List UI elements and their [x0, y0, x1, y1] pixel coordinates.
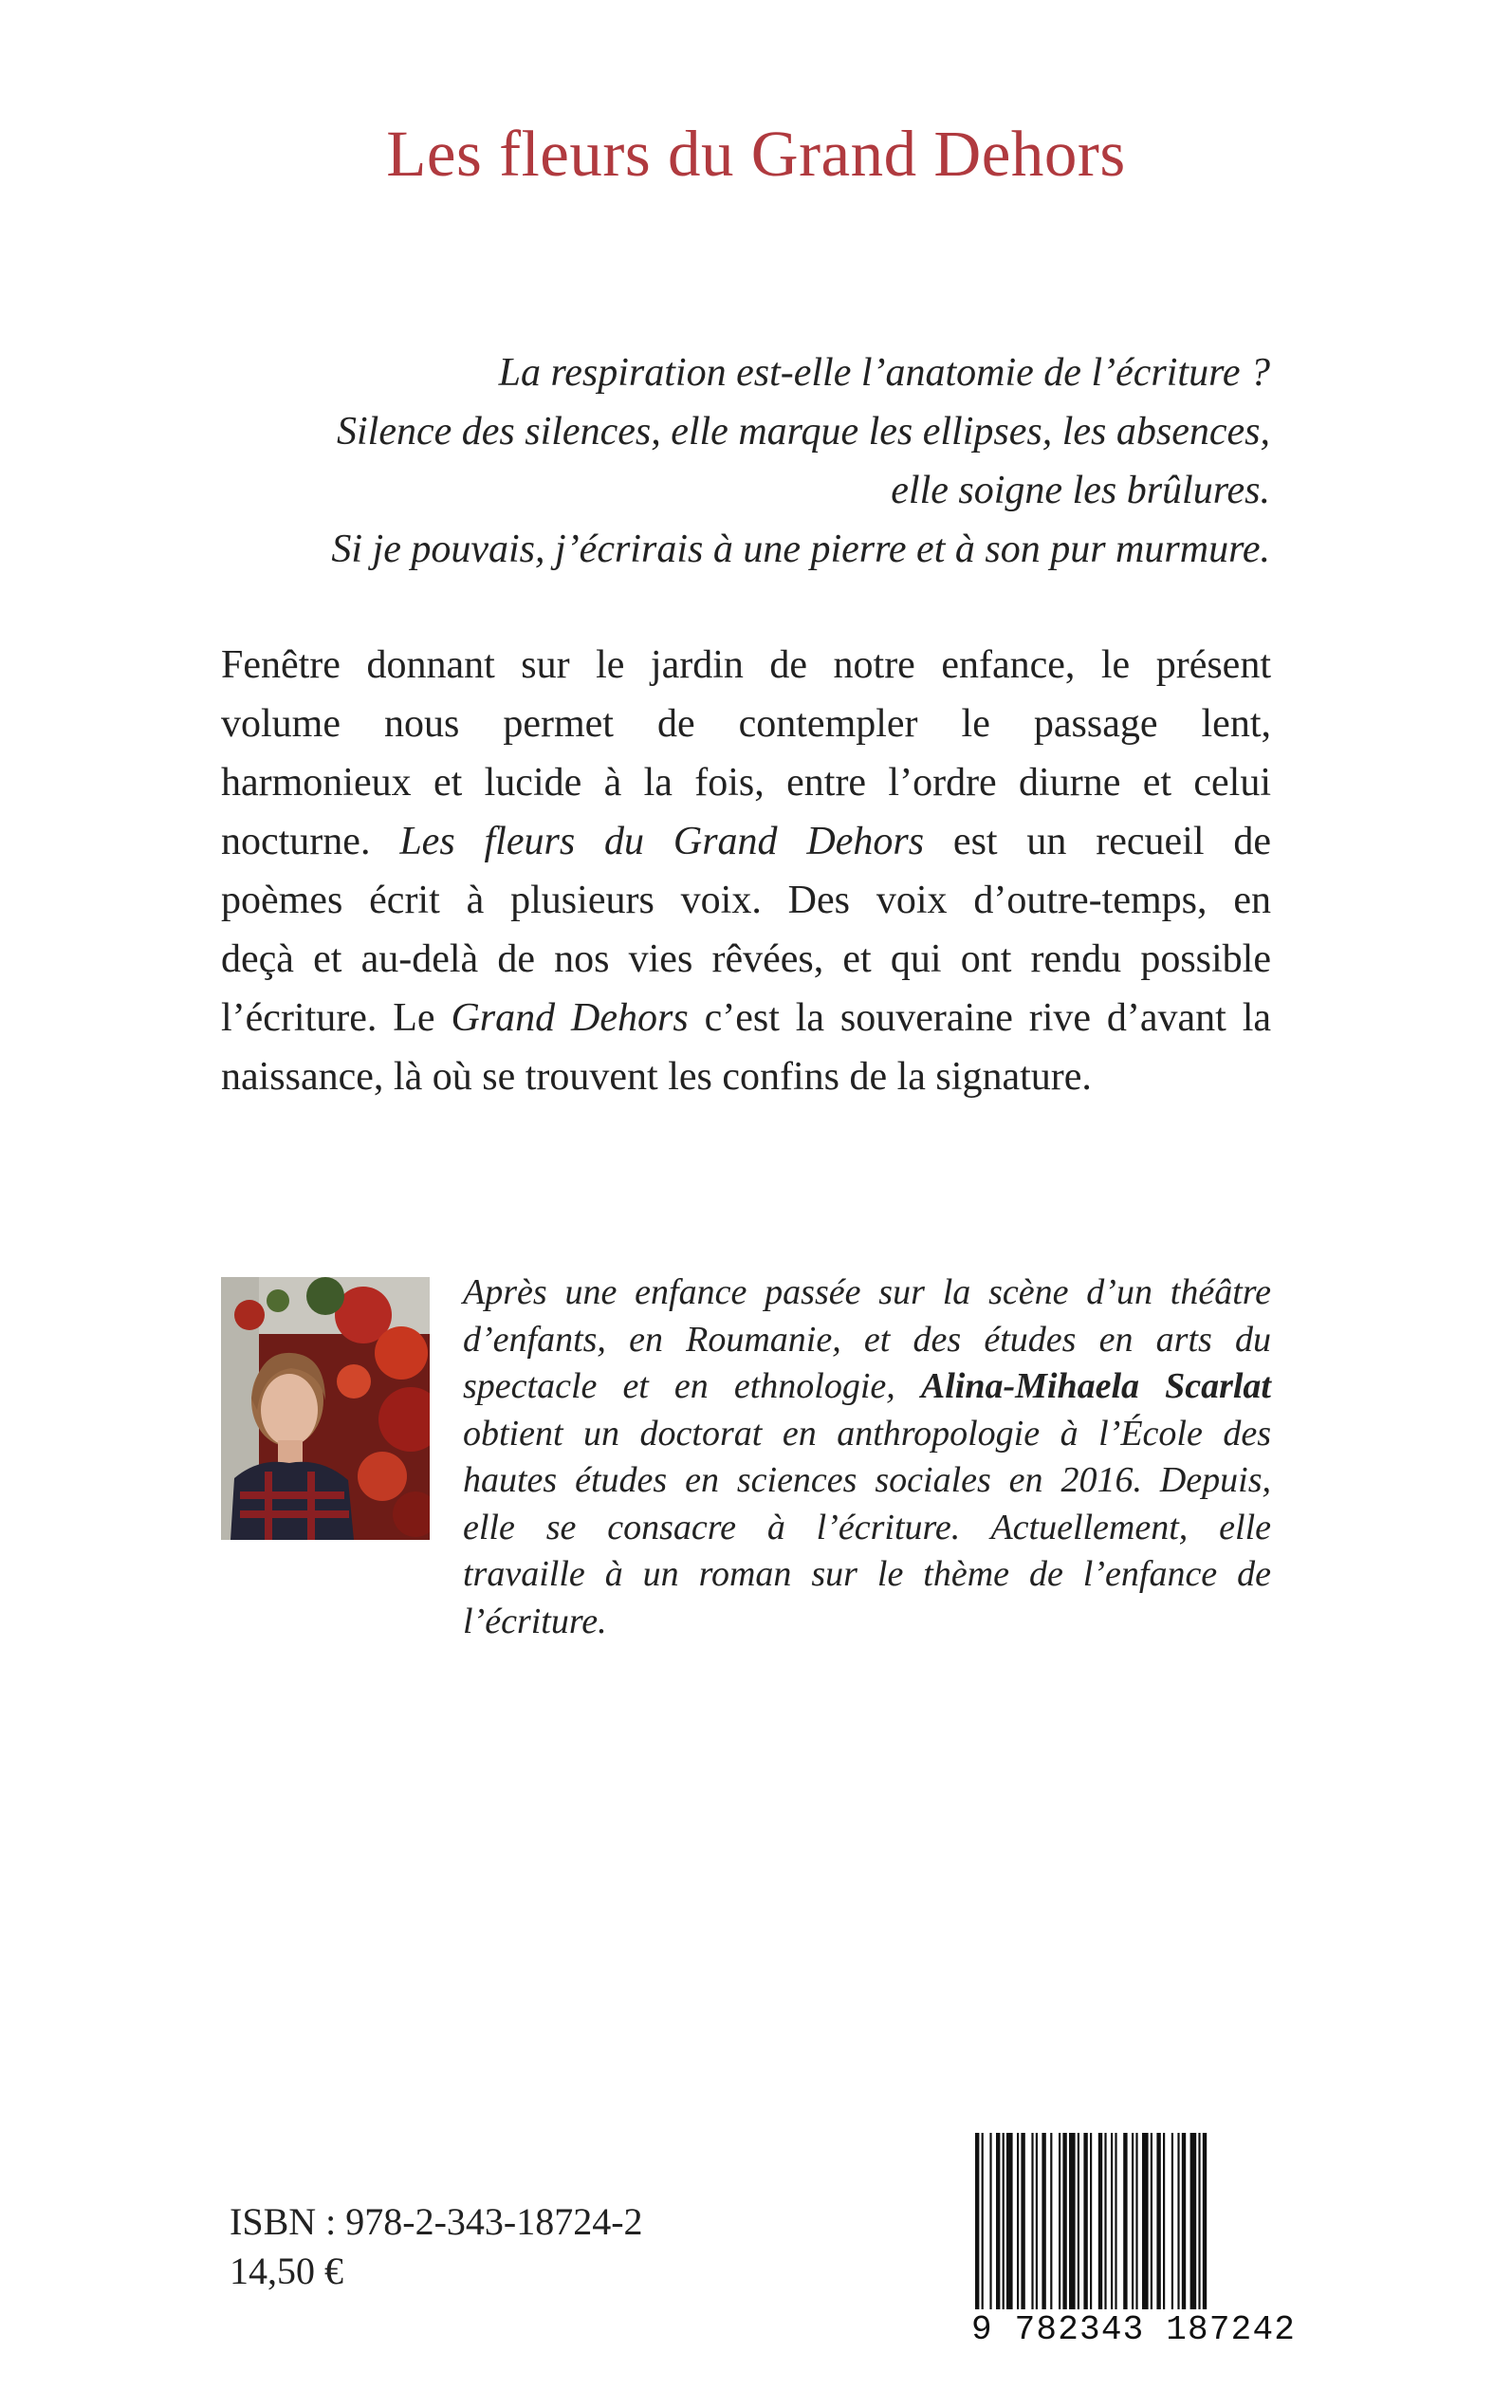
isbn: ISBN : 978-2-343-18724-2: [230, 2200, 643, 2243]
description-text: c’est la souveraine rive d’avant la: [704, 996, 1272, 1040]
barcode-digits: 9 782343 187242: [971, 2310, 1297, 2349]
price: 14,50 €: [230, 2250, 343, 2292]
book-title: Les fleurs du Grand Dehors: [386, 118, 1126, 190]
description-line: Fenêtre donnant sur le jardin de notre enfance, le présent: [221, 643, 1271, 687]
epigraph-line: elle soigne les brûlures.: [891, 469, 1270, 512]
epigraph-line: Silence des silences, elle marque les ellipses, les absences,: [337, 410, 1270, 454]
description-text: nocturne.: [221, 820, 371, 863]
description-line: volume nous permet de contempler le passage lent,: [221, 702, 1271, 746]
description-title-italic: Les fleurs du Grand Dehors: [399, 820, 925, 863]
bio-line: hautes études en sciences sociales en 2016. Depuis,: [463, 1460, 1271, 1500]
bio-line: [463, 1363, 1271, 1411]
description-text: l’écriture. Le: [221, 996, 435, 1040]
bio-line: d’enfants, en Roumanie, et des études en arts du: [463, 1319, 1271, 1360]
author-name: Alina-Mihaela Scarlat: [920, 1366, 1271, 1406]
description-text: est un recueil de: [952, 820, 1272, 863]
description-line: [221, 812, 1271, 871]
description-title-italic: Grand Dehors: [451, 996, 689, 1040]
book-description: [221, 636, 1271, 1106]
epigraph-line: Si je pouvais, j’écrirais à une pierre et à son pur murmure.: [331, 528, 1270, 571]
bio-line: elle se consacre à l’écriture. Actuellement, elle: [463, 1507, 1271, 1547]
description-line: deçà et au-delà de nos vies rêvées, et qui ont rendu possible: [221, 937, 1271, 981]
description-line: [221, 989, 1271, 1047]
epigraph: [190, 343, 1270, 579]
epigraph-line: La respiration est-elle l’anatomie de l’écriture ?: [498, 351, 1270, 395]
description-line: harmonieux et lucide à la fois, entre l’ordre diurne et celui: [221, 761, 1271, 805]
bio-line: l’écriture.: [463, 1601, 607, 1641]
barcode: [971, 2133, 1297, 2361]
bio-line: obtient un doctorat en anthropologie à l’École des: [463, 1413, 1271, 1454]
author-photo: [221, 1277, 430, 1540]
bio-text: spectacle et en ethnologie,: [463, 1366, 895, 1406]
description-line: poèmes écrit à plusieurs voix. Des voix d’outre-temps, en: [221, 879, 1271, 922]
author-bio: [463, 1269, 1271, 1645]
description-line: naissance, là où se trouvent les confins de la signature.: [221, 1055, 1092, 1099]
bio-line: Après une enfance passée sur la scène d’un théâtre: [463, 1272, 1271, 1312]
barcode-bars-icon: [971, 2133, 1275, 2309]
bio-line: travaille à un roman sur le thème de l’enfance de: [463, 1554, 1271, 1594]
